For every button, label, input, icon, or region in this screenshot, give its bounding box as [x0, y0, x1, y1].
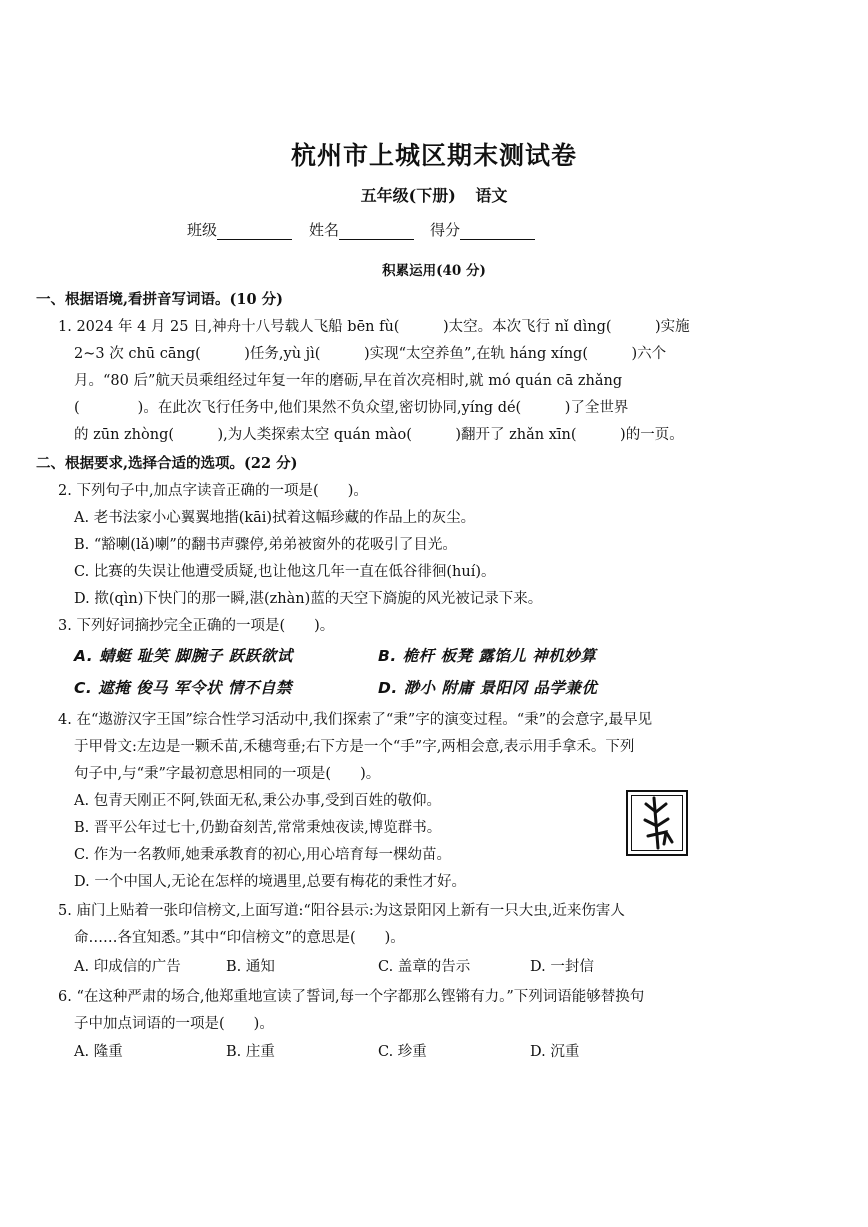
q5-option-a[interactable]: A. 印成信的广告 — [74, 959, 181, 975]
q5-option-d[interactable]: D. 一封信 — [530, 959, 594, 975]
q2-option-a[interactable]: A. 老书法家小心翼翼地揩(kāi)拭着这幅珍藏的作品上的灰尘。 — [74, 510, 476, 526]
oracle-bone-character-image — [626, 790, 688, 856]
exam-subtitle: 五年级(下册) 语文 — [360, 186, 508, 205]
q5-option-b[interactable]: B. 通知 — [226, 959, 275, 975]
class-field — [187, 219, 292, 240]
q4-option-c[interactable]: C. 作为一名教师,她秉承教育的初心,用心培育每一棵幼苗。 — [74, 847, 452, 863]
q4-option-a[interactable]: A. 包青天刚正不阿,铁面无私,秉公办事,受到百姓的敬仰。 — [74, 793, 442, 809]
class-label: 班级 — [187, 221, 218, 239]
q3-option-a[interactable]: A. 蜻蜓 耻笑 脚腕子 跃跃欲试 — [74, 647, 293, 665]
class-blank[interactable] — [217, 224, 292, 240]
part1-line: 1. 2024 年 4 月 25 日,神舟十八号载人飞船 bēn fù( )太空。本次飞行 nǐ dìng( )实施 — [58, 319, 690, 335]
q3-option-d[interactable]: D. 渺小 附庸 景阳冈 品学兼优 — [378, 679, 598, 697]
q4-stem-line: 4. 在“遨游汉字王国”综合性学习活动中,我们探索了“秉”字的演变过程。“秉”的会意字,最早见 — [58, 712, 653, 728]
section-label: 积累运用(40 分) — [382, 263, 486, 279]
oracle-bone-glyph-icon — [628, 792, 686, 854]
q3-option-b[interactable]: B. 桅杆 板凳 露馅儿 神机妙算 — [378, 647, 597, 665]
name-field — [309, 219, 414, 240]
part2-heading: 二、根据要求,选择合适的选项。(22 分) — [36, 455, 298, 472]
part1-line: 月。“80 后”航天员乘组经过年复一年的磨砺,早在首次亮相时,就 mó quán cā zhǎng — [74, 373, 623, 389]
score-label: 得分 — [430, 221, 461, 239]
q2-option-d[interactable]: D. 揿(qìn)下快门的那一瞬,湛(zhàn)蓝的天空下旖旎的风光被记录下来。 — [74, 591, 543, 607]
q6-stem-line: 子中加点词语的一项是( )。 — [74, 1016, 274, 1032]
exam-title: 杭州市上城区期末测试卷 — [290, 141, 577, 170]
q4-stem-line: 句子中,与“秉”字最初意思相同的一项是( )。 — [74, 766, 381, 782]
part1-line: 2~3 次 chū cāng( )任务,yù jì( )实现“太空养鱼”,在轨 háng xíng( )六个 — [74, 346, 667, 362]
q4-option-d[interactable]: D. 一个中国人,无论在怎样的境遇里,总要有梅花的秉性才好。 — [74, 874, 467, 890]
q6-stem-line: 6. “在这种严肃的场合,他郑重地宣读了誓词,每一个字都那么铿锵有力。”下列词语能够替换句 — [58, 989, 645, 1005]
q6-option-a[interactable]: A. 隆重 — [74, 1044, 123, 1060]
q2-stem: 2. 下列句子中,加点字读音正确的一项是( )。 — [58, 483, 368, 499]
name-blank[interactable] — [339, 224, 414, 240]
q5-option-c[interactable]: C. 盖章的告示 — [378, 959, 471, 975]
q3-option-c[interactable]: C. 遮掩 俊马 军令状 情不自禁 — [74, 679, 292, 697]
score-field — [430, 219, 535, 240]
part1-line: 的 zūn zhòng( ),为人类探索太空 quán mào( )翻开了 zhǎn xīn( )的一页。 — [74, 427, 684, 443]
score-blank[interactable] — [460, 224, 535, 240]
q3-stem: 3. 下列好词摘抄完全正确的一项是( )。 — [58, 618, 335, 634]
q2-option-b[interactable]: B. “豁喇(lǎ)喇”的翻书声骤停,弟弟被窗外的花吸引了目光。 — [74, 537, 457, 553]
q6-option-c[interactable]: C. 珍重 — [378, 1044, 427, 1060]
part1-heading: 一、根据语境,看拼音写词语。(10 分) — [36, 291, 283, 308]
q4-option-b[interactable]: B. 晋平公年过七十,仍勤奋刻苦,常常秉烛夜读,博览群书。 — [74, 820, 442, 836]
name-label: 姓名 — [309, 221, 340, 239]
q6-option-d[interactable]: D. 沉重 — [530, 1044, 580, 1060]
q6-option-b[interactable]: B. 庄重 — [226, 1044, 275, 1060]
q5-stem-line: 5. 庙门上贴着一张印信榜文,上面写道:“阳谷县示:为这景阳冈上新有一只大虫,近来伤害人 — [58, 903, 625, 919]
q4-stem-line: 于甲骨文:左边是一颗禾苗,禾穗弯垂;右下方是一个“手”字,两相会意,表示用手拿禾。下列 — [74, 739, 635, 755]
q5-stem-line: 命……各宜知悉。”其中“印信榜文”的意思是( )。 — [74, 930, 405, 946]
q2-option-c[interactable]: C. 比赛的失误让他遭受质疑,也让他这几年一直在低谷徘徊(huí)。 — [74, 564, 496, 580]
part1-line: ( )。在此次飞行任务中,他们果然不负众望,密切协同,yíng dé( )了全世界 — [74, 400, 629, 416]
